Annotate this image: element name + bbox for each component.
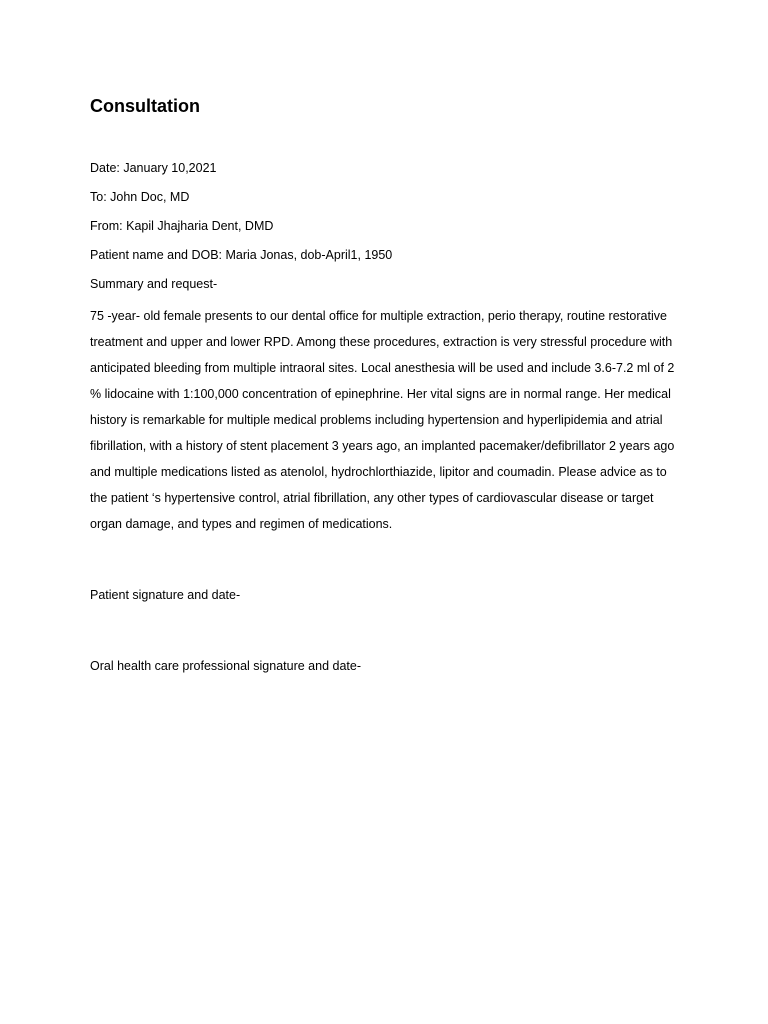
summary-heading: Summary and request-	[90, 277, 218, 291]
patient-signature-line: Patient signature and date-	[90, 588, 241, 602]
summary-paragraph: 75 -year- old female presents to our dental office for multiple extraction, perio therapy, routine restorative treatment and upper and lower RPD. Among these procedures, extraction is very stressful procedure with anticipated bleeding from multiple intraoral sites. Local anesthesia will be used and include 3.6-7.2 ml of 2 % lidocaine with 1:100,000 concentration of epinephrine. Her vital signs are in normal range. Her medical history is remarkable for multiple medical problems including hypertension and hyperlipidemia and atrial fibrillation, with a history of stent placement 3 years ago, an implanted pacemaker/defibrillator 2 years ago and multiple medications listed as atenolol, hydrochlorthiazide, lipitor and coumadin. Please advice as to the patient ‘s hypertensive control, atrial fibrillation, any other types of cardiovascular disease or target organ damage, and types and regimen of medications.	[90, 309, 675, 531]
patient-info-line: Patient name and DOB: Maria Jonas, dob-April1, 1950	[90, 248, 393, 262]
date-line: Date: January 10,2021	[90, 161, 217, 175]
sender-line: From: Kapil Jhajharia Dent, DMD	[90, 219, 274, 233]
recipient-line: To: John Doc, MD	[90, 190, 190, 204]
professional-signature-line: Oral health care professional signature and date-	[90, 659, 361, 673]
document-title: Consultation	[90, 96, 200, 116]
